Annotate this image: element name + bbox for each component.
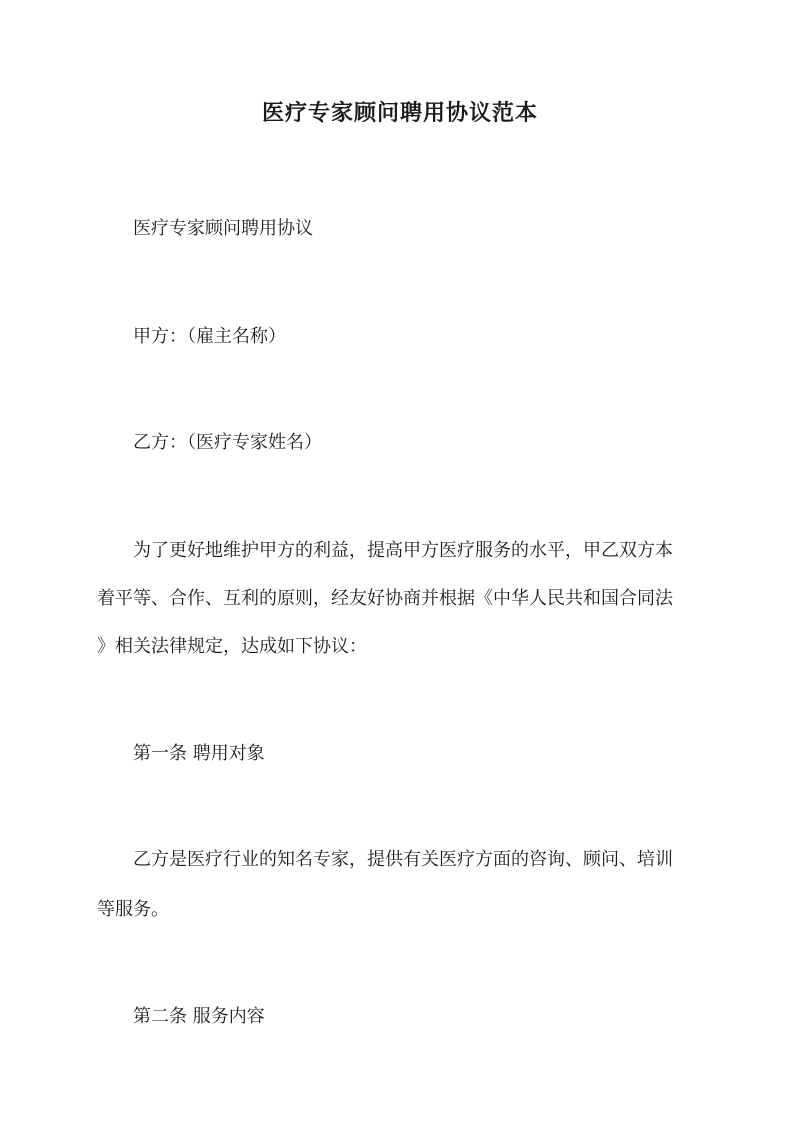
party-a-line: 甲方：（雇主名称） bbox=[133, 326, 286, 347]
preamble-paragraph bbox=[97, 533, 707, 665]
article-1-heading: 第一条 聘用对象 bbox=[133, 743, 265, 764]
article-2-heading: 第二条 服务内容 bbox=[133, 1006, 265, 1027]
article-1-line-2: 等服务。 bbox=[97, 899, 169, 920]
article-1-paragraph bbox=[97, 842, 707, 928]
party-b-line: 乙方：（医疗专家姓名） bbox=[133, 432, 322, 453]
preamble-line-3: 》相关法律规定，达成如下协议： bbox=[97, 636, 367, 657]
agreement-subtitle: 医疗专家顾问聘用协议 bbox=[133, 218, 313, 239]
document-title: 医疗专家顾问聘用协议范本 bbox=[261, 100, 538, 126]
preamble-line-1: 为了更好地维护甲方的利益，提高甲方医疗服务的水平，甲乙双方本 bbox=[133, 540, 673, 561]
preamble-line-2: 着平等、合作、互利的原则，经友好协商并根据《中华人民共和国合同法 bbox=[97, 588, 673, 609]
article-1-line-1: 乙方是医疗行业的知名专家，提供有关医疗方面的咨询、顾问、培训 bbox=[133, 849, 673, 870]
